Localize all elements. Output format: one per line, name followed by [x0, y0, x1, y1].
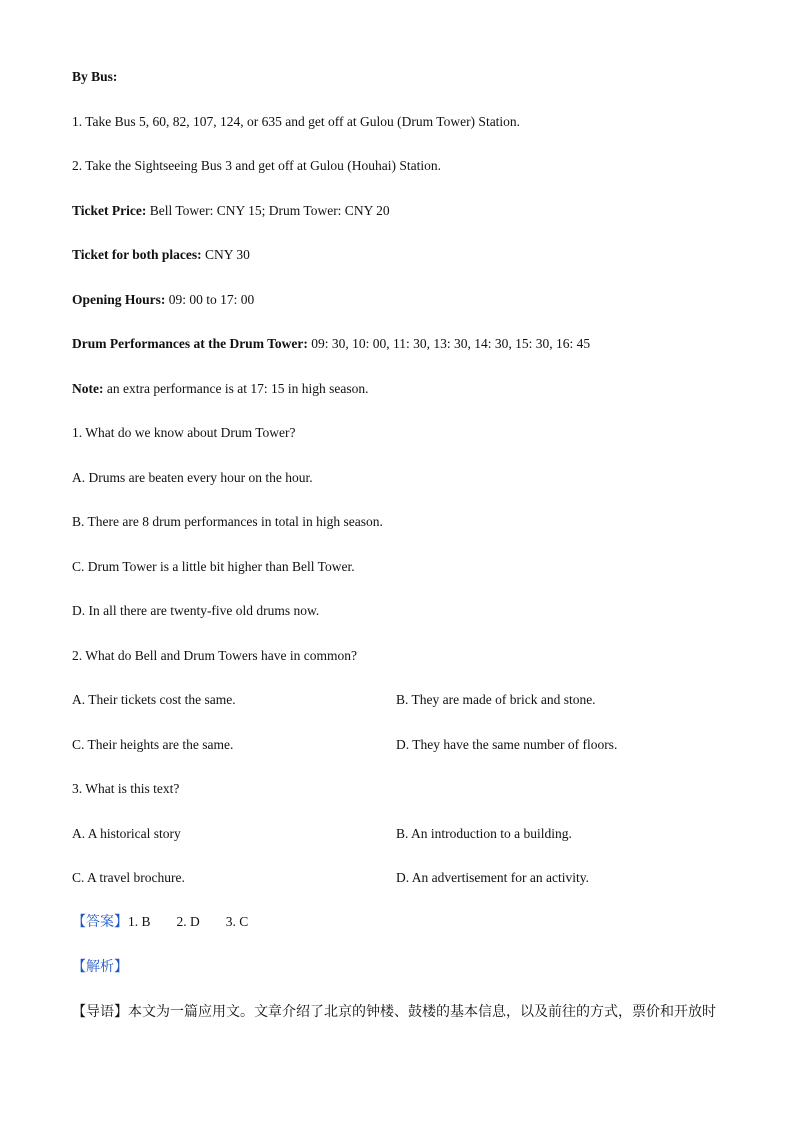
question-2-stem: 2. What do Bell and Drum Towers have in common? — [72, 648, 357, 663]
drum-performances — [72, 335, 590, 353]
answer-line — [72, 913, 248, 931]
guide-text: 本文为一篇应用文。文章介绍了北京的钟楼、鼓楼的基本信息，以及前往的方式，票价和开放时 — [128, 1004, 716, 1020]
note-label: Note: — [72, 381, 104, 396]
question-3-stem: 3. What is this text? — [72, 781, 180, 796]
question-1-stem: 1. What do we know about Drum Tower? — [72, 425, 296, 440]
ticket-price-value: Bell Tower: CNY 15; Drum Tower: CNY 20 — [146, 203, 390, 218]
analysis-heading — [72, 958, 128, 976]
question-2-option-b: B. They are made of brick and stone. — [396, 692, 596, 707]
drum-performances-label: Drum Performances at the Drum Tower: — [72, 336, 308, 351]
note-value: an extra performance is at 17: 15 in high season. — [103, 381, 369, 396]
ticket-price — [72, 202, 390, 220]
drum-performances-value: 09: 30, 10: 00, 11: 30, 13: 30, 14: 30, 15: 30, 16: 45 — [307, 336, 591, 351]
bus-line-2: 2. Take the Sightseeing Bus 3 and get off at Gulou (Houhai) Station. — [72, 158, 442, 173]
ticket-both — [72, 246, 250, 264]
question-1-option-c: C. Drum Tower is a little bit higher than Bell Tower. — [72, 559, 355, 574]
opening-hours-label: Opening Hours: — [72, 292, 166, 307]
opening-hours — [72, 291, 254, 309]
bus-heading: By Bus: — [72, 69, 118, 84]
question-3-option-c: C. A travel brochure. — [72, 870, 185, 885]
ticket-both-value: CNY 30 — [201, 247, 250, 262]
question-1-option-b: B. There are 8 drum performances in total in high season. — [72, 514, 383, 529]
question-1-option-d: D. In all there are twenty-five old drums now. — [72, 603, 320, 618]
analysis-label: 【解析】 — [72, 959, 128, 975]
question-2-option-d: D. They have the same number of floors. — [396, 737, 618, 752]
answer-1: 1. B — [128, 914, 151, 929]
opening-hours-value: 09: 00 to 17: 00 — [165, 292, 255, 307]
question-2-option-c: C. Their heights are the same. — [72, 737, 234, 752]
bus-line-1: 1. Take Bus 5, 60, 82, 107, 124, or 635 and get off at Gulou (Drum Tower) Station. — [72, 114, 521, 129]
ticket-both-label: Ticket for both places: — [72, 247, 202, 262]
question-3-option-b: B. An introduction to a building. — [396, 826, 572, 841]
ticket-price-label: Ticket Price: — [72, 203, 147, 218]
question-2-option-a: A. Their tickets cost the same. — [72, 692, 236, 707]
guide-paragraph — [72, 1003, 716, 1021]
question-1-option-a: A. Drums are beaten every hour on the hour. — [72, 470, 313, 485]
guide-label: 【导语】 — [72, 1004, 128, 1020]
question-3-option-a: A. A historical story — [72, 826, 181, 841]
note — [72, 380, 369, 398]
answer-label: 【答案】 — [72, 914, 128, 930]
answer-3: 3. C — [225, 914, 249, 929]
answer-2: 2. D — [176, 914, 200, 929]
question-3-option-d: D. An advertisement for an activity. — [396, 870, 589, 885]
